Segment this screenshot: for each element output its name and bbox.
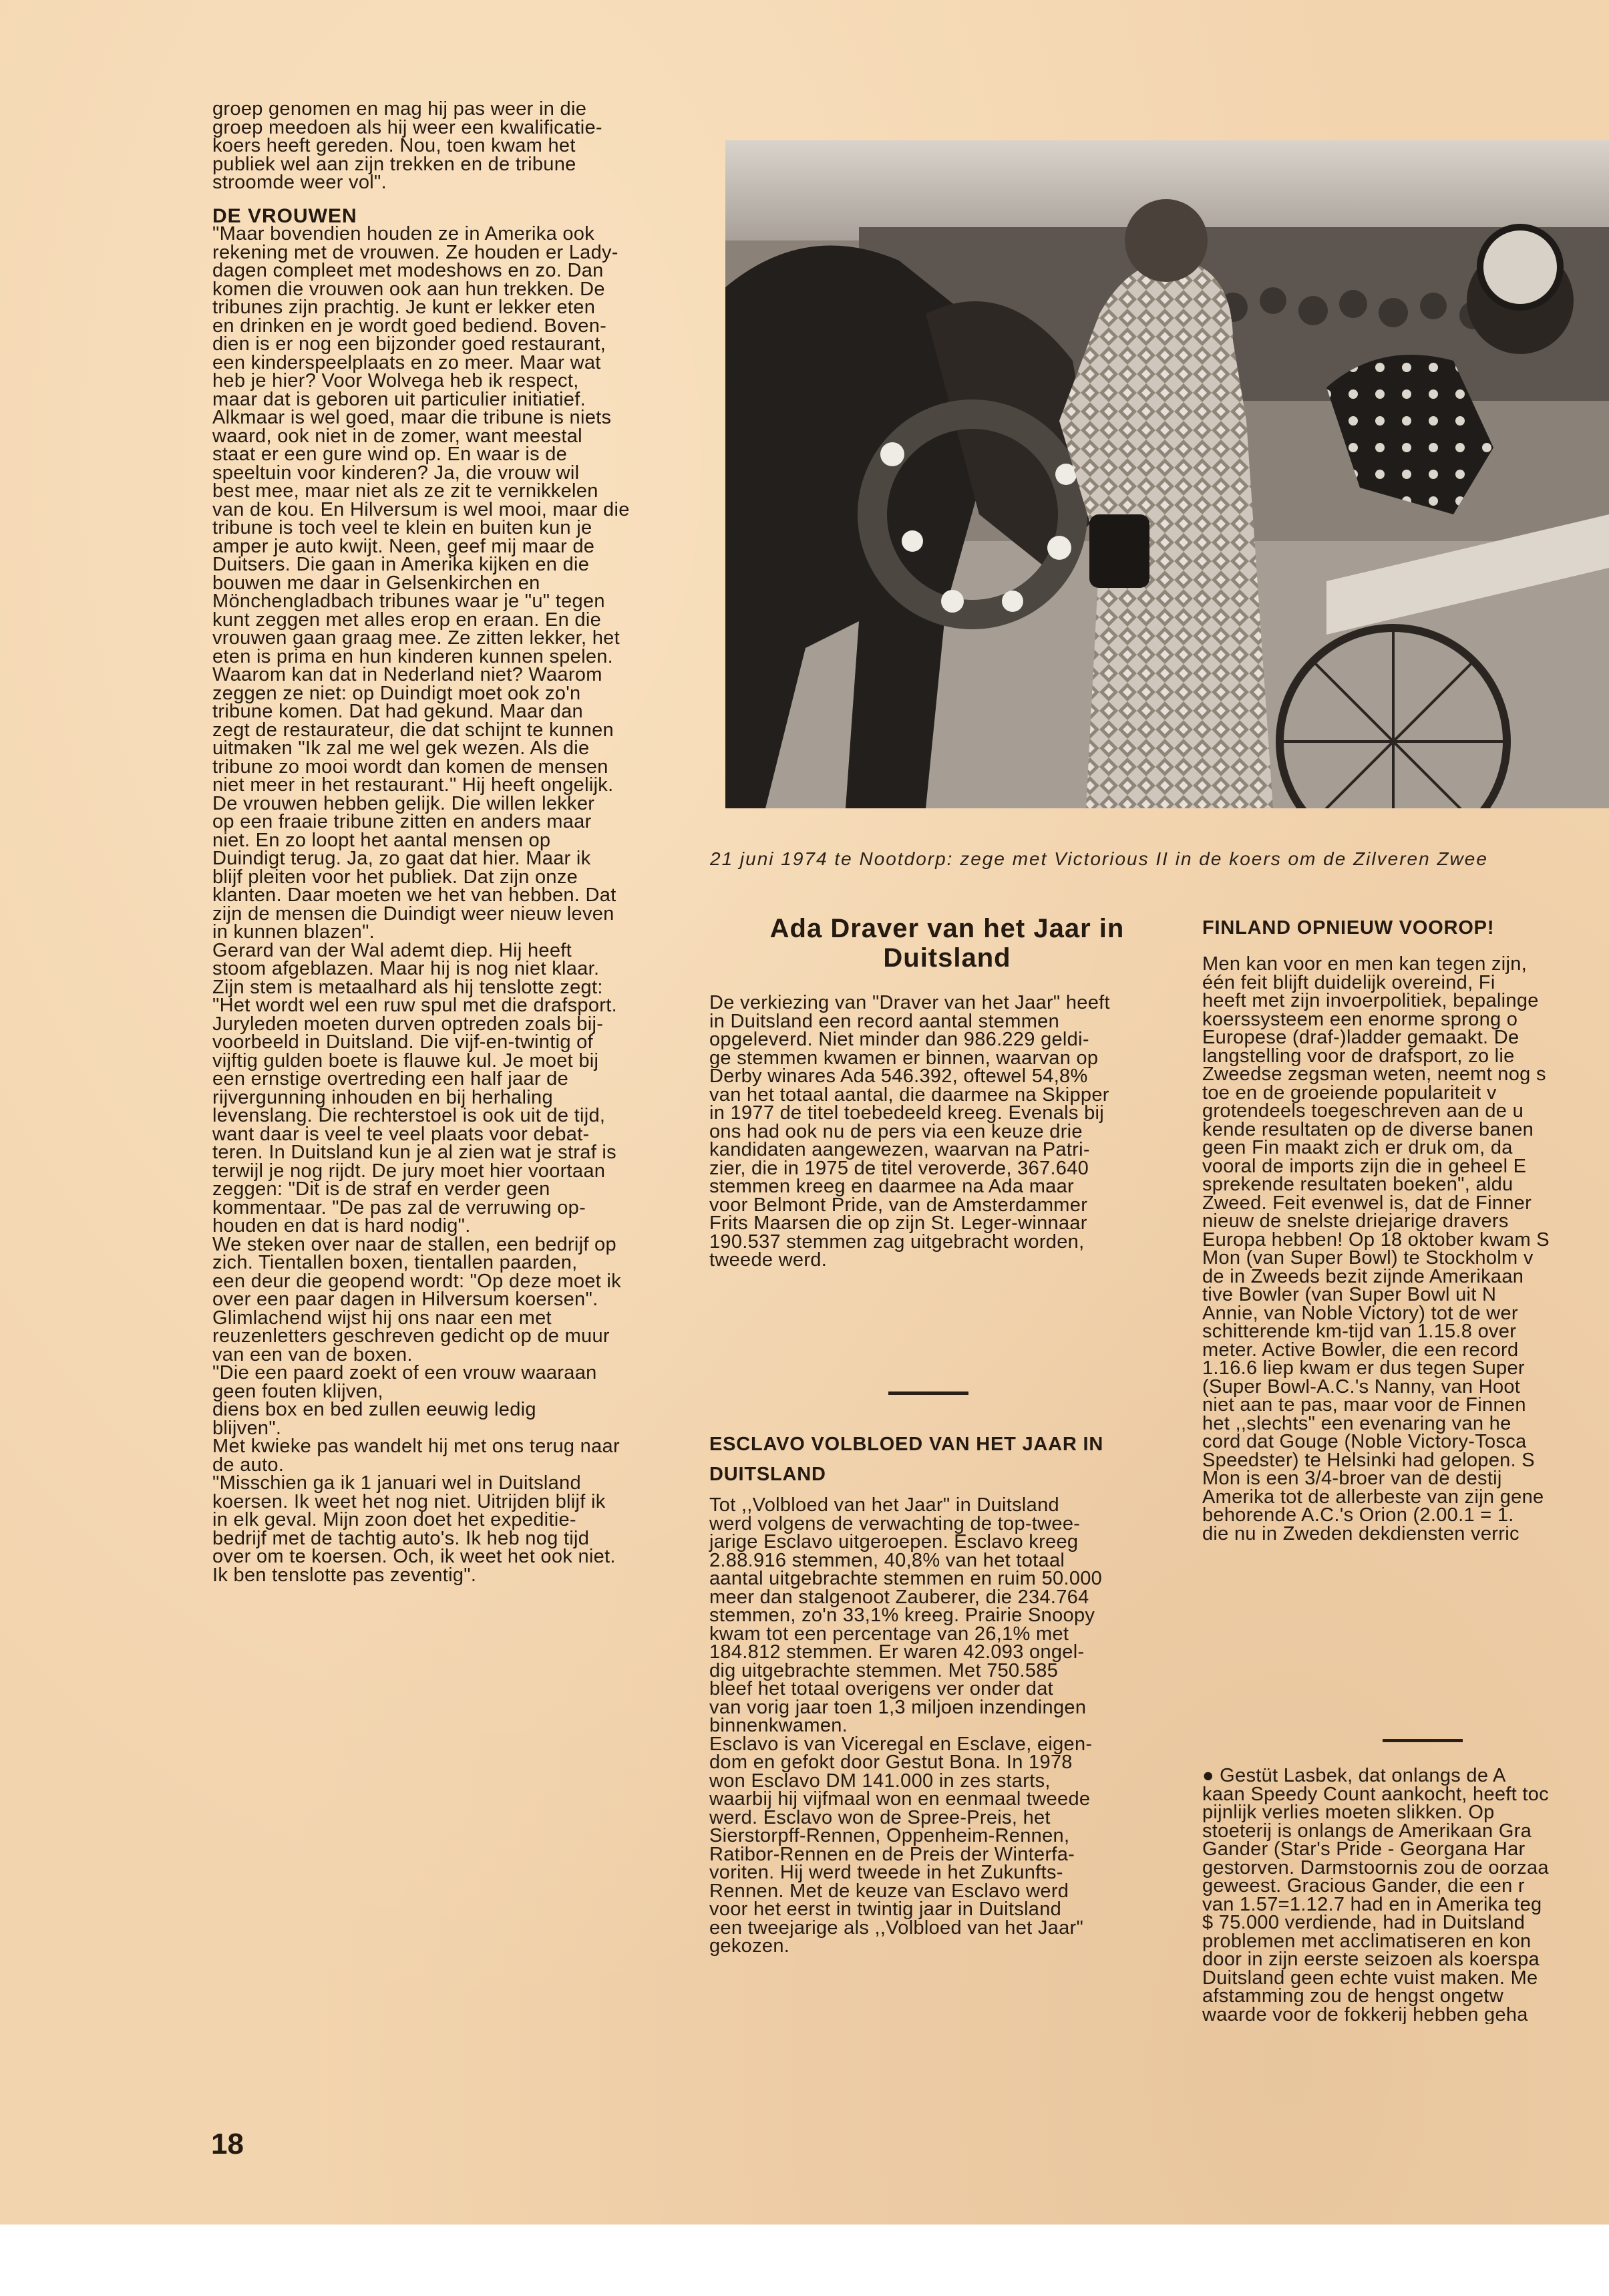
- section-heading-de-vrouwen: DE VROUWEN: [212, 204, 357, 227]
- photo-caption: 21 juni 1974 te Nootdorp: zege met Victorious II in de koers om de Zilveren Zwee: [710, 848, 1488, 869]
- article-divider: [888, 1391, 968, 1395]
- ada-article-title: Ada Draver van het Jaar in Duitsland: [769, 914, 1125, 973]
- left-body-text: "Maar bovendien houden ze in Amerika ook rekening met de vrouwen. Ze houden er Lady- dagen compleet met modeshows en zo. Dan komen die vrouwen ook aan hun trekken. De tribunes zijn prachtig. Je kunt er lekker eten en drinken en je wordt goed bediend. Boven- dien is er nog een bijzonder goed restaurant, een kinderspeelplaats en zo meer. Maar wat heb je hier? Voor Wolvega heb ik respect, maar dat is geboren uit particulier initiatief. Alkmaar is wel goed, maar die tribune is niets waard, ook niet in de zomer, want meestal staat er een gure wind op. En waar is de speeltuin voor kinderen? Ja, die vrouw wil best mee, maar niet als ze zit te vernikkelen van de kou. En Hilversum is wel mooi, maar die tribune is toch veel te klein en buiten kun je amper je auto kwijt. Neen, geef mij maar de Duitsers. Die gaan in Amerika kijken en die bouwen me daar in Gelsenkirchen en Mönchengladbach tribunes waar je "u" tegen kunt zeggen met alles erop en eraan. En die vrouwen gaan graag mee. Ze zitten lekker, het eten is prima en hun kinderen kunnen spelen. Waarom kan dat in Nederland niet? Waarom zeggen ze niet: op Duindigt moet ook zo'n tribune komen. Dat had gekund. Maar dan zegt de restaurateur, die dat schijnt te kunnen uitmaken "Ik zal me wel gek wezen. Als die tribune zo mooi wordt dan komen de mensen niet meer in het restaurant." Hij heeft ongelijk. De vrouwen hebben gelijk. Die willen lekker op een fraaie tribune zitten en anders maar niet. En zo loopt het aantal mensen op Duindigt terug. Ja, zo gaat dat hier. Maar ik blijf pleiten voor het publiek. Dat zijn onze klanten. Daar moeten we het van hebben. Dat zijn de mensen die Duindigt weer nieuw leven in kunnen blazen". Gerard van der Wal ademt diep. Hij heeft stoom afgeblazen. Maar hij is nog niet klaar. Zijn stem is metaalhard als hij tenslotte zegt: "Het wordt wel een ruw spul met die drafsport. Juryleden moeten durven optreden zoals bij- voorbeeld in Duitsland. Die vijf-en-twintig of vijftig gulden boete is flauwe kul. Je moet bij een ernstige overtreding een half jaar de rijvergunning inhouden en bij herhaling levenslang. Die rechterstoel is ook uit de tijd, want daar is veel te veel plaats voor debat- teren. In Duitsland kun je al zien wat je straf is terwijl je nog rijdt. De jury moet hier voortaan zeggen: "Dit is de straf en verder geen kommentaar. "De pas zal de verruwing op- houden en dat is hard nodig". We steken over naar de stallen, een bedrijf op zich. Tientallen boxen, tientallen paarden, een deur die geopend wordt: "Op deze moet ik over een paar dagen in Hilversum koersen". Glimlachend wijst hij ons naar een met reuzenletters geschreven gedicht op de muur van een van de boxen. "Die een paard zoekt of een vrouw waaraan geen fouten klijven, diens box en bed zullen eeuwig ledig blijven". Met kwieke pas wandelt hij met ons terug naar de auto. "Misschien ga ik 1 januari wel in Duitsland koersen. Ik weet het nog niet. Uitrijden blijf ik in elk geval. Mijn zoon doet het expeditie- bedrijf met de tachtig auto's. Ik heb nog tijd over om te koersen. Och, ik weet het ook niet. Ik ben tenslotte pas zeventig".: [212, 223, 630, 1586]
- esclavo-article-body: Tot ,,Volbloed van het Jaar" in Duitsland werd volgens de verwachting de top-twee- jarige Esclavo uitgeroepen. Esclavo kreeg 2.88.916 stemmen, 40,8% van het totaal aantal uitgebrachte stemmen en ruim 50.000 meer dan stalgenoot Zauberer, die 234.764 stemmen, zo'n 33,1% kreeg. Prairie Snoopy kwam tot een percentage van 26,1% met 184.812 stemmen. Er waren 42.093 ongel- dig uitgebrachte stemmen. Met 750.585 bleef het totaal overigens ver onder dat van vorig jaar toen 1,3 miljoen inzendingen binnenkwamen. Esclavo is van Viceregal en Esclave, eigen- dom en gefokt door Gestut Bona. In 1978 won Esclavo DM 141.000 in zes starts, waarbij hij vijfmaal won en eenmaal tweede werd. Esclavo won de Spree-Preis, het Sierstorpff-Rennen, Oppenheim-Rennen, Ratibor-Rennen en de Preis der Winterfa- voriten. Hij werd tweede in het Zukunfts- Rennen. Met de keuze van Esclavo werd voor het eerst in twintig jaar in Duitsland een tweejarige als ,,Volbloed van het Jaar" gekozen.: [709, 1494, 1103, 1957]
- esclavo-article-title: ESCLAVO VOLBLOED VAN HET JAAR IN DUITSLAND: [709, 1434, 1104, 1485]
- gestut-article-body: ● Gestüt Lasbek, dat onlangs de A kaan Speedy Count aankocht, heeft toc pijnlijk verlies moeten slikken. Op stoeterij is onlangs de Amerikaan Gra Gander (Star's Pride - Georgana Har gestorven. Darmstoornis zou de oorzaa geweest. Gracious Gander, die een r van 1.57=1.12.7 had en in Amerika teg $ 75.000 verdiende, had in Duitsland problemen met acclimatiseren en kon door in zijn eerste seizoen als koerspa Duitsland geen echte vuist maken. Me afstamming zou de hengst ongetw waarde voor de fokkerij hebben geha: [1202, 1767, 1549, 2024]
- article-divider-right: [1383, 1739, 1463, 1742]
- page-margin: [0, 2225, 1609, 2296]
- finland-article-body: Men kan voor en men kan tegen zijn, één feit blijft duidelijk overeind, Fi heeft met zijn invoerpolitiek, bepalinge koerssysteem een enorme sprong o Europese (draf-)ladder gemaakt. De langstelling voor de drafsport, zo lie Zweedse zegsman weten, neemt nog s toe en de groeiende populariteit v grotendeels toegeschreven aan de u kende resultaten op de diverse banen geen Fin maakt zich er druk om, da vooral de imports zijn die in geheel E sprekende resultaten boeken", aldu Zweed. Feit evenwel is, dat de Finner nieuw de snelste driejarige dravers Europa hebben! Op 18 oktober kwam S Mon (van Super Bowl) te Stockholm v de in Zweeds bezit zijnde Amerikaan tive Bowler (van Super Bowl uit N Annie, van Noble Victory) tot de wer schitterende km-tijd van 1.15.8 over meter. Active Bowler, die een record 1.16.6 liep kwam er dus tegen Super (Super Bowl-A.C.'s Nanny, van Hoot niet aan te pas, maar voor de Finnen het ,,slechts" een evenaring van he cord dat Gouge (Noble Victory-Tosca Speedster) te Helsinki had gelopen. S Mon is een 3/4-broer van de destij Amerika tot de allerbeste van zijn gene behorende A.C.'s Orion (2.00.1 = 1. die nu in Zweden dekdiensten verric: [1202, 955, 1550, 1543]
- left-column: [212, 100, 697, 1585]
- left-intro: groep genomen en mag hij pas weer in die groep meedoen als hij weer een kwalificatie- koers heeft gereden. Nou, toen kwam het publiek wel aan zijn trekken en de tribune stroomde weer vol".: [212, 98, 602, 193]
- race-photo-image: [725, 140, 1609, 808]
- ada-article-body: De verkiezing van "Draver van het Jaar" heeft in Duitsland een record aantal stemmen opgeleverd. Niet minder dan 986.229 geldi- ge stemmen kwamen er binnen, waarvan op Derby winares Ada 546.392, oftewel 54,8% van het totaal aantal, die daarmee na Skipper in 1977 de titel toebedeeld kreeg. Evenals bij ons had ook nu de pers via een keuze drie kandidaten aangewezen, waarvan na Patri- zier, die in 1975 de titel veroverde, 367.640 stemmen kreeg en daarmee na Ada maar voor Belmont Pride, van de Amsterdammer Frits Maarsen die op zijn St. Leger-winnaar 190.537 stemmen zag uitgebracht worden, tweede werd.: [709, 992, 1110, 1271]
- page-number: 18: [211, 2128, 244, 2160]
- race-photo: [725, 140, 1609, 808]
- finland-article-title: FINLAND OPNIEUW VOOROP!: [1202, 917, 1495, 939]
